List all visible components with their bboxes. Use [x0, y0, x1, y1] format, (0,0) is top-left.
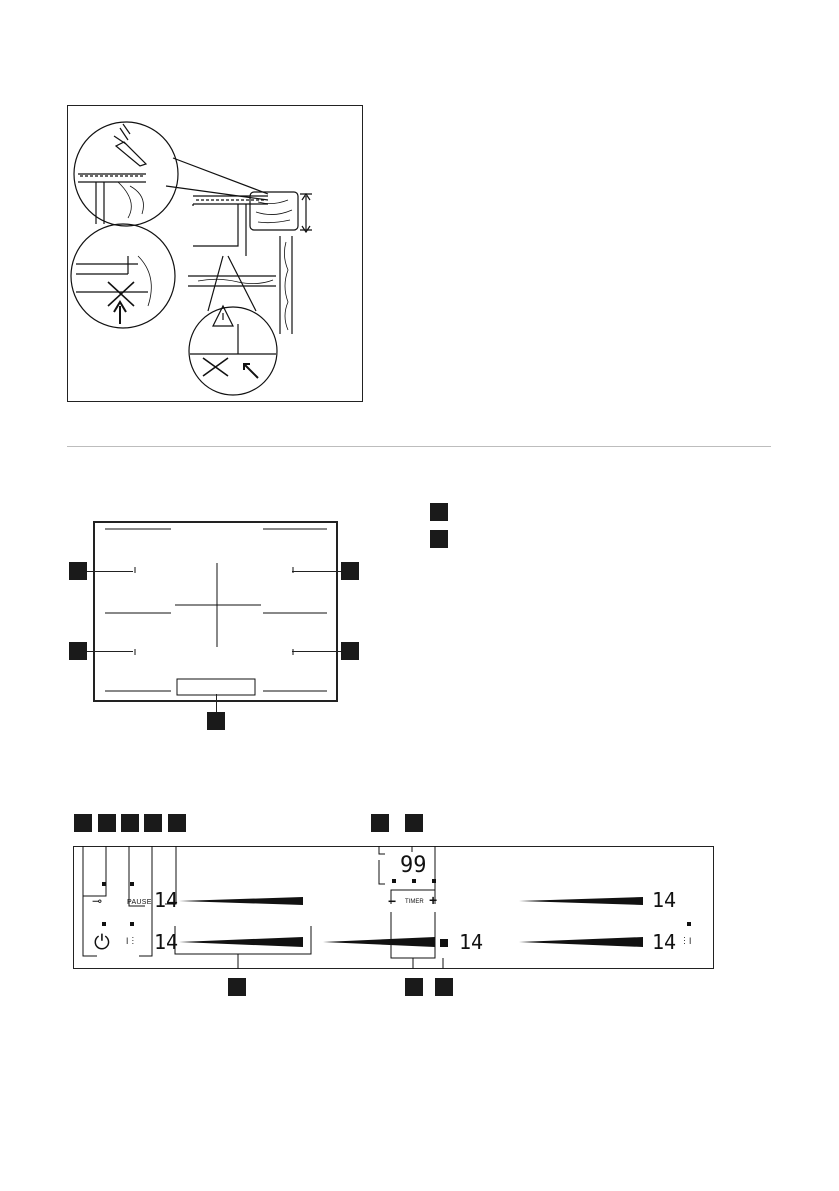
callout-marker	[121, 814, 139, 832]
indicator-led	[102, 922, 106, 926]
installation-drawing	[68, 106, 362, 401]
indicator-led	[130, 882, 134, 886]
installation-figure	[67, 105, 363, 402]
timer-led	[432, 879, 436, 883]
timer-led	[412, 879, 416, 883]
callout-marker	[435, 978, 453, 996]
callout-marker	[144, 814, 162, 832]
legend-marker	[430, 530, 448, 548]
legend-marker	[430, 503, 448, 521]
leader-line	[216, 694, 217, 712]
callout-marker-front-right	[341, 562, 359, 580]
callout-marker	[98, 814, 116, 832]
callout-marker	[228, 978, 246, 996]
timer-display: 99	[400, 853, 427, 878]
callout-marker	[405, 978, 423, 996]
power-icon[interactable]: ⏻	[94, 932, 110, 954]
leader-line	[292, 571, 341, 572]
callout-marker	[168, 814, 186, 832]
callout-marker-rear-left	[69, 642, 87, 660]
key-lock-icon[interactable]: ⊸	[92, 894, 103, 908]
zone-display-front-left: 14	[154, 930, 179, 954]
bridge-icon[interactable]: ǀ︙	[126, 936, 138, 946]
zone-display-middle: 14	[459, 930, 484, 954]
callout-marker-control-panel	[207, 712, 225, 730]
leader-line	[87, 571, 133, 572]
zone-display-rear-left: 14	[154, 888, 179, 912]
control-panel	[73, 846, 714, 969]
callout-marker-front-left	[69, 562, 87, 580]
callout-marker	[405, 814, 423, 832]
callout-marker	[74, 814, 92, 832]
callout-marker-rear-right	[341, 642, 359, 660]
timer-led	[392, 879, 396, 883]
zone-display-front-right: 14	[652, 930, 677, 954]
middle-zone-marker	[440, 939, 448, 947]
hob-outline	[93, 521, 338, 702]
pause-label[interactable]: PAUSE	[127, 899, 152, 906]
timer-plus-button[interactable]: +	[429, 892, 438, 908]
indicator-led	[687, 922, 691, 926]
timer-label: TIMER	[405, 899, 424, 905]
leader-line	[292, 651, 341, 652]
indicator-led	[102, 882, 106, 886]
section-divider	[67, 446, 771, 447]
hob-zones-drawing	[95, 523, 336, 700]
leader-line	[87, 651, 133, 652]
bridge-right-icon[interactable]: ︙ǀ	[680, 936, 692, 946]
callout-marker	[371, 814, 389, 832]
timer-minus-button[interactable]: −	[388, 893, 397, 909]
indicator-led	[130, 922, 134, 926]
zone-display-rear-right: 14	[652, 888, 677, 912]
